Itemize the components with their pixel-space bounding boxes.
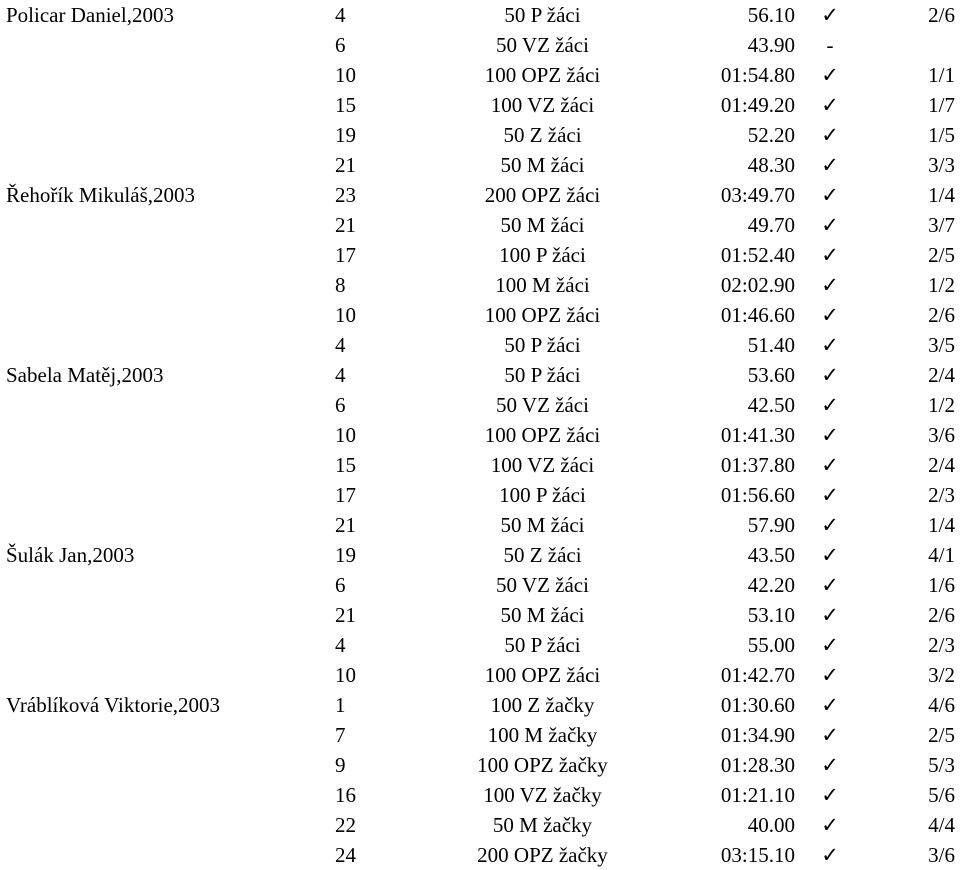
table-row	[0, 300, 960, 330]
event-name: 50 Z žáci	[503, 543, 582, 567]
event-number: 24	[335, 843, 356, 867]
placement: 1/1	[928, 63, 955, 87]
event-name: 100 M žačky	[487, 723, 598, 747]
event-number: 9	[335, 753, 346, 777]
event-name: 100 M žáci	[495, 273, 590, 297]
placement: 3/5	[928, 333, 955, 357]
event-name: 200 OPZ žačky	[477, 843, 608, 867]
placement: 2/6	[928, 603, 955, 627]
event-number: 19	[335, 123, 356, 147]
event-number: 17	[335, 243, 356, 267]
table-row	[0, 660, 960, 690]
table-row	[0, 360, 960, 390]
checkmark-icon: ✓	[821, 783, 839, 807]
result-time: 01:56.60	[720, 483, 795, 507]
event-number: 4	[335, 333, 346, 357]
checkmark-icon: ✓	[821, 423, 839, 447]
checkmark-icon: ✓	[821, 393, 839, 417]
event-name: 100 OPZ žáci	[484, 423, 601, 447]
result-time: 01:54.80	[720, 63, 795, 87]
table-row	[0, 180, 960, 210]
placement: 2/4	[928, 453, 955, 477]
checkmark-icon: ✓	[821, 3, 839, 27]
event-number: 22	[335, 813, 356, 837]
result-time: 51.40	[747, 333, 795, 357]
result-time: 01:37.80	[720, 453, 795, 477]
event-name: 100 P žáci	[499, 243, 586, 267]
table-row	[0, 510, 960, 540]
table-row	[0, 420, 960, 450]
table-row	[0, 450, 960, 480]
checkmark-icon: ✓	[821, 633, 839, 657]
result-time: 02:02.90	[720, 273, 795, 297]
checkmark-icon: ✓	[821, 213, 839, 237]
event-number: 10	[335, 663, 356, 687]
event-name: 100 VZ žáci	[490, 93, 595, 117]
event-name: 50 VZ žáci	[496, 573, 589, 597]
checkmark-icon: ✓	[821, 693, 839, 717]
placement: 3/2	[928, 663, 955, 687]
result-time: 03:49.70	[720, 183, 795, 207]
placement: 1/4	[928, 183, 955, 207]
table-row	[0, 60, 960, 90]
event-name: 100 OPZ žáci	[484, 303, 601, 327]
event-number: 21	[335, 603, 356, 627]
result-time: 52.20	[747, 123, 795, 147]
checkmark-icon: ✓	[821, 543, 839, 567]
result-time: 01:34.90	[720, 723, 795, 747]
swimmer-name: Řehořík Mikuláš,2003	[6, 183, 195, 207]
result-time: 53.10	[747, 603, 795, 627]
event-name: 200 OPZ žáci	[484, 183, 601, 207]
event-number: 17	[335, 483, 356, 507]
result-time: 01:41.30	[720, 423, 795, 447]
result-time: 42.50	[747, 393, 795, 417]
event-number: 4	[335, 3, 346, 27]
event-name: 50 M žačky	[492, 813, 593, 837]
checkmark-icon: ✓	[821, 183, 839, 207]
result-time: 49.70	[747, 213, 795, 237]
result-time: 55.00	[747, 633, 795, 657]
table-row	[0, 630, 960, 660]
checkmark-icon: ✓	[821, 63, 839, 87]
result-time: 01:49.20	[720, 93, 795, 117]
event-number: 10	[335, 303, 356, 327]
placement: 3/7	[928, 213, 955, 237]
event-name: 50 VZ žáci	[496, 393, 589, 417]
result-time: 48.30	[747, 153, 795, 177]
checkmark-icon: ✓	[821, 663, 839, 687]
event-name: 50 P žáci	[504, 3, 581, 27]
placement: 1/7	[928, 93, 955, 117]
status-mark: -	[826, 33, 834, 57]
checkmark-icon: ✓	[821, 303, 839, 327]
table-row	[0, 570, 960, 600]
checkmark-icon: ✓	[821, 273, 839, 297]
event-number: 15	[335, 93, 356, 117]
result-time: 03:15.10	[720, 843, 795, 867]
result-time: 43.50	[747, 543, 795, 567]
placement: 5/6	[928, 783, 955, 807]
placement: 2/4	[928, 363, 955, 387]
result-time: 43.90	[747, 33, 795, 57]
checkmark-icon: ✓	[821, 453, 839, 477]
event-name: 50 P žáci	[504, 633, 581, 657]
result-time: 01:28.30	[720, 753, 795, 777]
event-name: 50 M žáci	[500, 213, 585, 237]
table-row	[0, 330, 960, 360]
event-name: 100 OPZ žačky	[477, 753, 608, 777]
placement: 4/6	[928, 693, 955, 717]
result-time: 01:42.70	[720, 663, 795, 687]
table-row	[0, 270, 960, 300]
table-row	[0, 240, 960, 270]
checkmark-icon: ✓	[821, 723, 839, 747]
placement: 3/3	[928, 153, 955, 177]
event-name: 50 P žáci	[504, 363, 581, 387]
event-name: 100 P žáci	[499, 483, 586, 507]
table-row	[0, 690, 960, 720]
event-number: 21	[335, 213, 356, 237]
placement: 2/5	[928, 723, 955, 747]
result-time: 01:46.60	[720, 303, 795, 327]
event-number: 4	[335, 363, 346, 387]
table-row	[0, 810, 960, 840]
placement: 2/6	[928, 3, 955, 27]
checkmark-icon: ✓	[821, 843, 839, 867]
event-name: 50 M žáci	[500, 603, 585, 627]
result-time: 01:52.40	[720, 243, 795, 267]
result-time: 56.10	[747, 3, 795, 27]
event-name: 50 VZ žáci	[496, 33, 589, 57]
event-name: 50 M žáci	[500, 153, 585, 177]
checkmark-icon: ✓	[821, 363, 839, 387]
event-number: 23	[335, 183, 356, 207]
table-row	[0, 720, 960, 750]
result-time: 40.00	[747, 813, 795, 837]
swimmer-name: Šulák Jan,2003	[6, 543, 135, 567]
placement: 2/3	[928, 483, 955, 507]
placement: 1/2	[928, 393, 955, 417]
event-name: 50 M žáci	[500, 513, 585, 537]
placement: 1/5	[928, 123, 955, 147]
event-name: 100 OPZ žáci	[484, 663, 601, 687]
event-name: 50 Z žáci	[503, 123, 582, 147]
event-number: 15	[335, 453, 356, 477]
checkmark-icon: ✓	[821, 123, 839, 147]
placement: 3/6	[928, 843, 955, 867]
table-row	[0, 600, 960, 630]
event-number: 10	[335, 423, 356, 447]
checkmark-icon: ✓	[821, 513, 839, 537]
placement: 5/3	[928, 753, 955, 777]
table-row	[0, 780, 960, 810]
placement: 1/2	[928, 273, 955, 297]
table-row	[0, 390, 960, 420]
swimmer-name: Vráblíková Viktorie,2003	[6, 693, 221, 717]
event-number: 6	[335, 33, 346, 57]
event-number: 6	[335, 573, 346, 597]
event-number: 21	[335, 153, 356, 177]
event-number: 6	[335, 393, 346, 417]
event-number: 1	[335, 693, 346, 717]
placement: 4/4	[928, 813, 955, 837]
checkmark-icon: ✓	[821, 243, 839, 267]
result-time: 57.90	[747, 513, 795, 537]
event-number: 16	[335, 783, 356, 807]
table-row	[0, 480, 960, 510]
placement: 2/6	[928, 303, 955, 327]
table-row	[0, 150, 960, 180]
result-time: 42.20	[747, 573, 795, 597]
placement: 3/6	[928, 423, 955, 447]
table-row	[0, 30, 960, 60]
placement: 1/6	[928, 573, 955, 597]
checkmark-icon: ✓	[821, 93, 839, 117]
event-name: 100 VZ žáci	[490, 453, 595, 477]
event-number: 10	[335, 63, 356, 87]
checkmark-icon: ✓	[821, 153, 839, 177]
table-row	[0, 210, 960, 240]
checkmark-icon: ✓	[821, 573, 839, 597]
event-number: 4	[335, 633, 346, 657]
checkmark-icon: ✓	[821, 483, 839, 507]
event-number: 7	[335, 723, 346, 747]
checkmark-icon: ✓	[821, 813, 839, 837]
event-name: 50 P žáci	[504, 333, 581, 357]
table-row	[0, 90, 960, 120]
table-row	[0, 750, 960, 780]
placement: 2/3	[928, 633, 955, 657]
placement: 4/1	[928, 543, 955, 567]
event-number: 21	[335, 513, 356, 537]
swimmer-name: Policar Daniel,2003	[6, 3, 174, 27]
event-number: 19	[335, 543, 356, 567]
checkmark-icon: ✓	[821, 333, 839, 357]
swimmer-name: Sabela Matěj,2003	[6, 363, 164, 387]
result-time: 53.60	[747, 363, 795, 387]
table-row	[0, 120, 960, 150]
table-row	[0, 840, 960, 870]
placement: 1/4	[928, 513, 955, 537]
event-name: 100 VZ žačky	[483, 783, 602, 807]
checkmark-icon: ✓	[821, 753, 839, 777]
event-number: 8	[335, 273, 346, 297]
result-time: 01:30.60	[720, 693, 795, 717]
checkmark-icon: ✓	[821, 603, 839, 627]
result-time: 01:21.10	[720, 783, 795, 807]
table-row	[0, 0, 960, 30]
event-name: 100 OPZ žáci	[484, 63, 601, 87]
table-row	[0, 540, 960, 570]
event-name: 100 Z žačky	[490, 693, 595, 717]
placement: 2/5	[928, 243, 955, 267]
